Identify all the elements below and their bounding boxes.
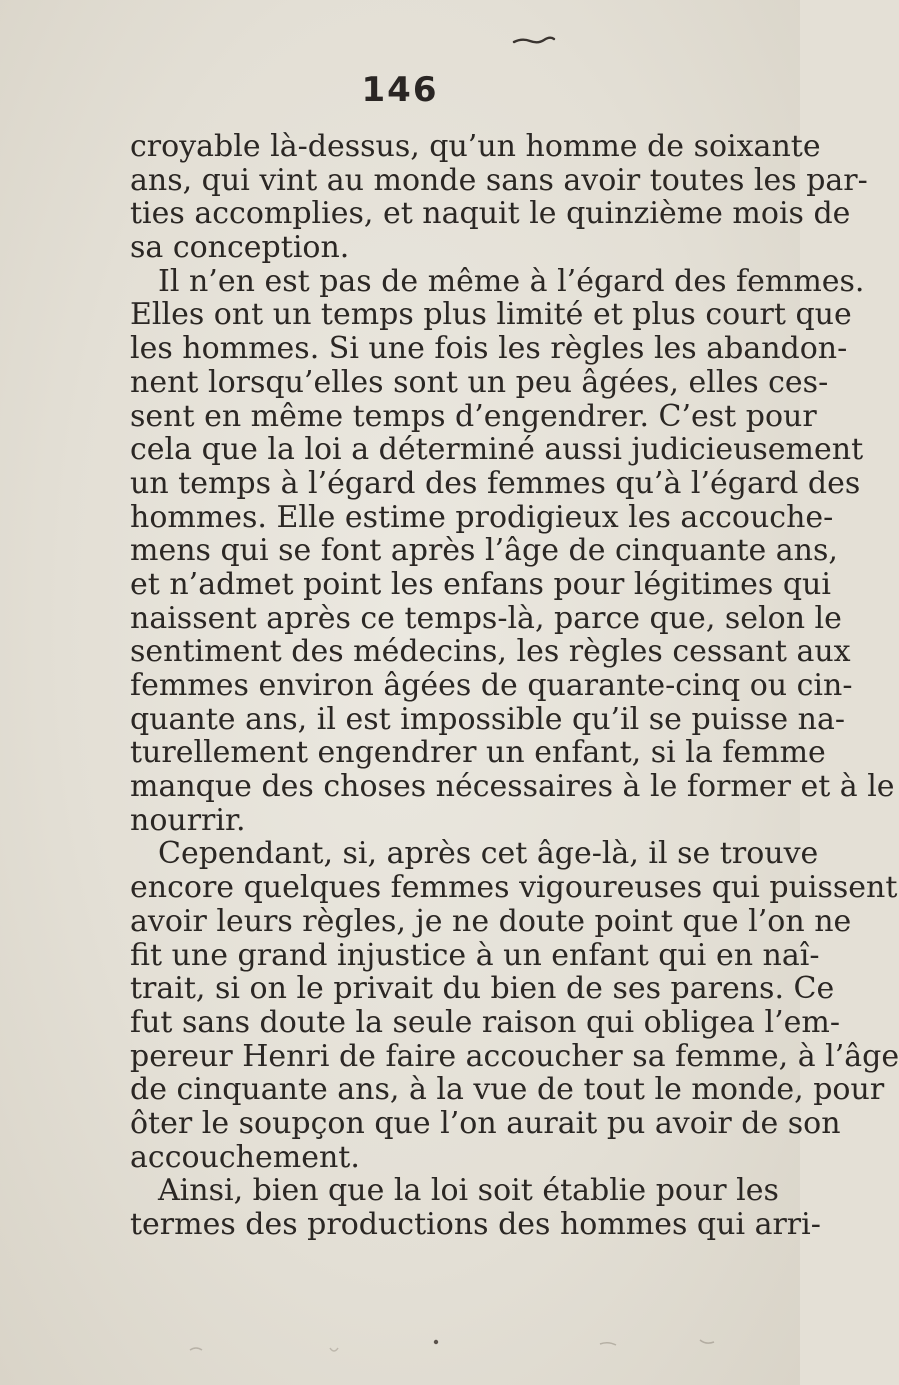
text-line: nent lorsqu’elles sont un peu âgées, elles ces- bbox=[130, 364, 829, 400]
text-line: sa conception. bbox=[130, 230, 350, 266]
text-line: termes des productions des hommes qui arri- bbox=[130, 1207, 821, 1242]
text-line: sent en même temps d’engendrer. C’est pour bbox=[130, 398, 817, 434]
text-line: mens qui se font après l’âge de cinquante ans, bbox=[130, 533, 838, 569]
text-line: Cependant, si, après cet âge-là, il se trouve bbox=[158, 836, 819, 872]
text-line: fut sans doute la seule raison qui obligea l’em- bbox=[130, 1004, 840, 1040]
text-line: pereur Henri de faire accoucher sa femme, à l’âge bbox=[130, 1038, 899, 1074]
text-line: cela que la loi a déterminé aussi judicieusement bbox=[130, 432, 864, 468]
text-line: de cinquante ans, à la vue de tout le monde, pour bbox=[130, 1072, 885, 1108]
text-line: turellement engendrer un enfant, si la femme bbox=[130, 735, 826, 771]
text-line: et n’admet point les enfans pour légitimes qui bbox=[130, 566, 831, 602]
text-line: quante ans, il est impossible qu’il se puisse na- bbox=[130, 701, 846, 737]
text-line: ans, qui vint au monde sans avoir toutes les par- bbox=[130, 162, 868, 198]
text-line: naissent après ce temps-là, parce que, selon le bbox=[130, 600, 842, 636]
text-line: hommes. Elle estime prodigieux les accouche- bbox=[130, 499, 834, 535]
body-text bbox=[130, 129, 899, 1242]
text-line: ties accomplies, et naquit le quinzième mois de bbox=[130, 196, 851, 232]
text-line: accouchement. bbox=[130, 1139, 360, 1175]
ink-flourish-mark bbox=[512, 36, 556, 46]
text-line: encore quelques femmes vigoureuses qui puissent bbox=[130, 870, 898, 906]
text-line: ôter le soupçon que l’on aurait pu avoir de son bbox=[130, 1105, 841, 1141]
text-line: Il n’en est pas de même à l’égard des femmes. bbox=[158, 263, 865, 299]
text-line: trait, si on le privait du bien de ses parens. Ce bbox=[130, 971, 835, 1007]
text-line: fit une grand injustice à un enfant qui en naî- bbox=[130, 937, 820, 973]
text-line: croyable là-dessus, qu’un homme de soixante bbox=[130, 129, 821, 164]
text-line: les hommes. Si une fois les règles les abandon- bbox=[130, 331, 848, 367]
text-line: un temps à l’égard des femmes qu’à l’égard des bbox=[130, 465, 861, 501]
text-line: Ainsi, bien que la loi soit établie pour les bbox=[158, 1173, 779, 1209]
text-line: sentiment des médecins, les règles cessant aux bbox=[130, 634, 851, 670]
text-line: nourrir. bbox=[130, 802, 246, 838]
text-line: femmes environ âgées de quarante-cinq ou cin- bbox=[130, 668, 853, 703]
text-line: manque des choses nécessaires à le former et à le bbox=[130, 769, 895, 805]
page-number: 146 bbox=[361, 70, 439, 110]
text-line: Elles ont un temps plus limité et plus court que bbox=[130, 297, 852, 333]
bleed-through-marks bbox=[0, 1330, 800, 1370]
text-line: avoir leurs règles, je ne doute point que l’on ne bbox=[130, 903, 852, 939]
